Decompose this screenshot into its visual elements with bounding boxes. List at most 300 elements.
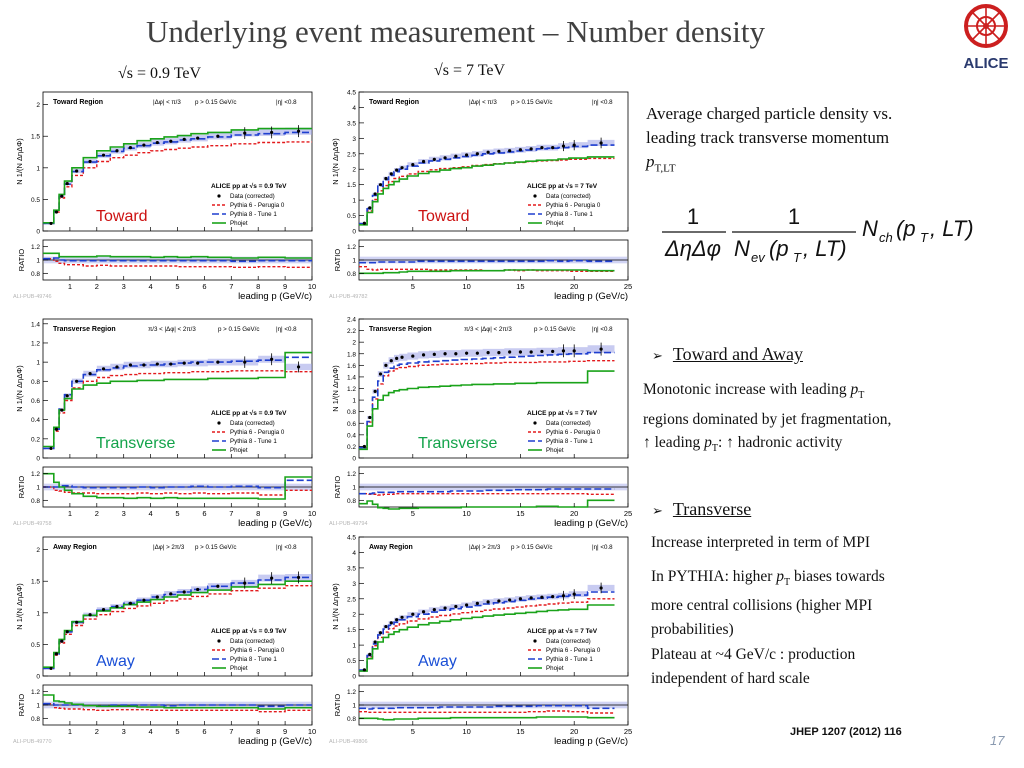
chart-svg — [10, 315, 315, 527]
cut-label: |Δφ| > 2π/3 — [153, 544, 185, 551]
data-point — [476, 352, 479, 355]
bullet2-line: independent of hard scale — [651, 669, 810, 687]
description-line: Average charged particle density vs. — [646, 104, 893, 123]
text-run: In PYTHIA: higher — [651, 567, 777, 585]
y-tick-label: 0.8 — [346, 409, 356, 417]
chart-away-0p9tev — [10, 533, 315, 745]
y-tick-label: 1 — [352, 197, 356, 205]
x-tick-label: 20 — [570, 727, 579, 736]
chart-transverse-7tev — [326, 315, 631, 527]
cut-label: |Δφ| < π/3 — [469, 99, 497, 106]
legend-title: ALICE pp at √s = 0.9 TeV — [211, 410, 287, 417]
x-tick-label: 5 — [410, 727, 415, 736]
chart-svg — [326, 533, 631, 745]
data-point — [573, 144, 576, 147]
data-point — [183, 590, 186, 593]
chart-svg — [326, 88, 631, 300]
data-point — [156, 362, 159, 365]
ratio-tick-label: 1 — [352, 702, 356, 710]
legend-marker — [217, 639, 220, 642]
region-header: Away Region — [369, 544, 413, 551]
x-tick-label: 5 — [410, 282, 415, 291]
y-tick-label: 1 — [36, 610, 40, 618]
y-tick-label: 0.6 — [30, 397, 40, 405]
data-point — [390, 359, 393, 362]
ratio-tick-label: 1.2 — [30, 471, 40, 479]
region-annotation: Toward — [418, 208, 470, 225]
y-tick-label: 0.5 — [30, 196, 40, 204]
cut-label: |Δφ| < π/3 — [153, 99, 181, 106]
data-point — [454, 605, 457, 608]
ratio-tick-label: 1 — [36, 702, 40, 710]
data-point — [142, 363, 145, 366]
x-tick-label: 8 — [256, 509, 261, 518]
data-point — [487, 151, 490, 154]
y-tick-label: 2 — [36, 547, 40, 555]
region-header: Toward Region — [369, 99, 420, 106]
legend-marker — [533, 639, 536, 642]
y-tick-label: 0.2 — [346, 443, 356, 451]
data-point — [66, 182, 69, 185]
legend-entry: Data (corrected) — [546, 420, 591, 427]
y-tick-label: 3.5 — [346, 565, 356, 573]
data-point — [476, 152, 479, 155]
data-point — [55, 652, 58, 655]
chart-transverse-0p9tev — [10, 315, 315, 527]
formula-f-close: , LT) — [930, 216, 974, 241]
data-point — [411, 354, 414, 357]
x-tick-label: 25 — [623, 509, 633, 518]
data-point — [540, 146, 543, 149]
data-point — [530, 596, 533, 599]
data-point — [384, 625, 387, 628]
data-point — [573, 349, 576, 352]
cut-label: p > 0.15 GeV/c — [511, 544, 553, 551]
data-point — [497, 351, 500, 354]
ratio-tick-label: 1.2 — [30, 689, 40, 697]
y-tick-label: 2.2 — [346, 328, 356, 336]
x-tick-label: 25 — [623, 282, 633, 291]
y-tick-label: 1.4 — [346, 374, 356, 382]
x-tick-label: 1 — [67, 282, 72, 291]
x-axis-label: leading p (GeV/c) — [238, 291, 312, 302]
x-tick-label: 7 — [229, 282, 234, 291]
x-tick-label: 10 — [462, 509, 471, 518]
data-point — [443, 156, 446, 159]
data-point — [129, 363, 132, 366]
y-tick-label: 4 — [352, 549, 356, 557]
legend-title: ALICE pp at √s = 7 TeV — [527, 628, 598, 635]
chart-svg — [326, 315, 631, 527]
bullet1-line — [643, 431, 1018, 461]
data-point — [129, 602, 132, 605]
watermark: ALI-PUB-49770 — [13, 739, 52, 745]
bullet-toward-away — [652, 344, 803, 365]
formula-den2-sub2: T — [793, 250, 801, 265]
formula-f-open: (p — [896, 216, 916, 241]
data-point — [422, 160, 425, 163]
data-point — [142, 143, 145, 146]
chart-toward-7tev — [326, 88, 631, 300]
x-tick-label: 5 — [175, 509, 180, 518]
x-tick-label: 10 — [307, 509, 317, 518]
data-point — [88, 372, 91, 375]
text-run: T — [784, 576, 791, 588]
data-point — [395, 618, 398, 621]
data-point — [156, 141, 159, 144]
y-tick-label: 0.4 — [30, 417, 40, 425]
ratio-tick-label: 1.2 — [30, 244, 40, 252]
y-axis-label: N 1/(N ΔηΔΦ) — [15, 138, 24, 185]
y-tick-label: 1.5 — [346, 627, 356, 635]
data-point — [88, 613, 91, 616]
legend-entry: Pythia 8 - Tune 1 — [230, 211, 277, 218]
x-tick-label: 9 — [283, 282, 288, 291]
ratio-axis-label: RATIO — [17, 693, 26, 717]
data-point — [400, 356, 403, 359]
x-tick-label: 7 — [229, 509, 234, 518]
cut-label: |η| <0.8 — [276, 99, 297, 106]
y-tick-label: 1.5 — [30, 133, 40, 141]
data-point — [49, 447, 52, 450]
y-tick-label: 2 — [36, 102, 40, 110]
formula-den2-open: (p — [769, 236, 789, 261]
bullet-transverse — [652, 499, 751, 520]
data-point — [55, 428, 58, 431]
data-point — [270, 358, 273, 361]
data-point — [60, 195, 63, 198]
x-tick-label: 10 — [307, 282, 317, 291]
data-point — [551, 595, 554, 598]
x-tick-label: 15 — [516, 727, 525, 736]
ratio-tick-label: 0.8 — [30, 270, 40, 278]
y-tick-label: 1 — [352, 397, 356, 405]
y-tick-label: 4.5 — [346, 534, 356, 542]
ratio-tick-label: 1 — [36, 257, 40, 265]
ratio-axis-label: RATIO — [333, 693, 342, 717]
x-axis-label: leading p (GeV/c) — [554, 736, 628, 747]
data-point — [508, 598, 511, 601]
x-tick-label: 10 — [307, 727, 317, 736]
y-tick-label: 0.8 — [30, 378, 40, 386]
region-annotation: Away — [418, 653, 457, 670]
formula-f-sub2: T — [920, 230, 928, 245]
x-tick-label: 8 — [256, 282, 261, 291]
legend-entry: Pythia 6 - Perugia 0 — [546, 429, 601, 436]
y-tick-label: 0 — [352, 673, 356, 681]
legend-marker — [217, 421, 220, 424]
x-tick-label: 25 — [623, 727, 633, 736]
y-tick-label: 1 — [36, 165, 40, 173]
x-tick-label: 1 — [67, 509, 72, 518]
data-point — [368, 653, 371, 656]
bullet2-line: probabilities) — [651, 620, 734, 638]
text-run: ↑ leading — [643, 434, 705, 452]
x-tick-label: 9 — [283, 509, 288, 518]
legend-entry: Pythia 6 - Perugia 0 — [230, 202, 285, 209]
data-point — [270, 576, 273, 579]
bullet-label: Toward and Away — [672, 344, 803, 364]
bullet2-line: Plateau at ~4 GeV/c : production — [651, 646, 856, 664]
data-point — [368, 416, 371, 419]
data-point — [497, 150, 500, 153]
data-point — [487, 351, 490, 354]
data-point — [60, 408, 63, 411]
formula-num1: 1 — [686, 204, 700, 229]
legend-entry: Pythia 6 - Perugia 0 — [546, 647, 601, 654]
description — [646, 102, 1016, 180]
region-annotation: Toward — [96, 208, 148, 225]
y-tick-label: 2.5 — [346, 596, 356, 604]
legend-entry: Phojet — [546, 220, 564, 227]
data-point — [243, 361, 246, 364]
x-tick-label: 10 — [462, 282, 471, 291]
text-run: : ↑ hadronic activity — [717, 434, 843, 452]
data-point — [400, 616, 403, 619]
text-run: T — [858, 390, 865, 402]
formula-f-n: N — [862, 216, 878, 241]
data-point — [411, 163, 414, 166]
data-point — [297, 130, 300, 133]
legend-entry: Phojet — [230, 665, 248, 672]
y-axis-label: N 1/(N ΔηΔΦ) — [331, 583, 340, 630]
y-tick-label: 0.2 — [30, 436, 40, 444]
energy-label-left: √s = 0.9 TeV — [118, 65, 202, 82]
data-point — [390, 172, 393, 175]
data-point — [540, 596, 543, 599]
legend-title: ALICE pp at √s = 0.9 TeV — [211, 628, 287, 635]
x-tick-label: 3 — [121, 727, 126, 736]
legend-entry: Pythia 6 - Perugia 0 — [546, 202, 601, 209]
y-tick-label: 3 — [352, 135, 356, 143]
bullet2-text — [651, 531, 1016, 690]
ratio-tick-label: 1.2 — [346, 244, 356, 252]
ratio-tick-label: 1.2 — [346, 471, 356, 479]
legend-entry: Phojet — [546, 665, 564, 672]
formula — [658, 196, 998, 266]
ratio-tick-label: 0.8 — [346, 715, 356, 723]
ratio-tick-label: 0.8 — [30, 715, 40, 723]
y-tick-label: 0.5 — [346, 658, 356, 666]
watermark: ALI-PUB-49794 — [329, 521, 368, 527]
data-point — [530, 147, 533, 150]
data-point — [66, 394, 69, 397]
description-p: p — [646, 152, 655, 171]
y-tick-label: 0 — [352, 228, 356, 236]
legend-title: ALICE pp at √s = 7 TeV — [527, 410, 598, 417]
data-point — [519, 350, 522, 353]
formula-den2-close: , LT) — [803, 236, 847, 261]
data-point — [374, 390, 377, 393]
y-tick-label: 2 — [352, 611, 356, 619]
legend-entry: Data (corrected) — [230, 193, 275, 200]
cut-label: p > 0.15 GeV/c — [511, 99, 553, 106]
watermark: ALI-PUB-49746 — [13, 294, 52, 300]
ratio-tick-label: 0.8 — [346, 497, 356, 505]
y-tick-label: 1.4 — [30, 321, 40, 329]
legend-entry: Data (corrected) — [230, 638, 275, 645]
data-point — [169, 362, 172, 365]
y-tick-label: 2.5 — [346, 151, 356, 159]
data-point — [270, 131, 273, 134]
arrowhead-bullet-icon: ➢ — [652, 504, 663, 519]
data-point — [183, 138, 186, 141]
y-tick-label: 1.5 — [346, 182, 356, 190]
data-point — [600, 141, 603, 144]
data-point — [379, 183, 382, 186]
ratio-tick-label: 1 — [352, 484, 356, 492]
bullet1-line: regions dominated by jet fragmentation, — [643, 410, 892, 428]
y-tick-label: 1.2 — [346, 386, 356, 393]
cut-label: |Δφ| > 2π/3 — [469, 544, 501, 551]
legend-entry: Pythia 8 - Tune 1 — [546, 438, 593, 445]
data-point — [422, 610, 425, 613]
data-point — [368, 206, 371, 209]
x-axis-label: leading p (GeV/c) — [554, 518, 628, 529]
data-point — [390, 621, 393, 624]
region-header: Toward Region — [53, 99, 104, 106]
data-point — [519, 597, 522, 600]
data-point — [75, 169, 78, 172]
region-annotation: Transverse — [96, 435, 176, 452]
y-axis-label: N 1/(N ΔηΔΦ) — [331, 365, 340, 412]
x-tick-label: 2 — [94, 509, 99, 518]
slide-title: Underlying event measurement – Number density — [146, 14, 765, 49]
data-point — [551, 146, 554, 149]
data-point — [196, 137, 199, 140]
chart-svg — [10, 88, 315, 300]
data-point — [216, 135, 219, 138]
data-point — [433, 158, 436, 161]
ratio-tick-label: 1 — [352, 257, 356, 265]
x-tick-label: 4 — [148, 727, 153, 736]
data-point — [454, 352, 457, 355]
logo-text: ALICE — [963, 55, 1009, 72]
y-tick-label: 1 — [352, 642, 356, 650]
x-tick-label: 6 — [202, 282, 207, 291]
data-point — [196, 588, 199, 591]
chart-svg — [10, 533, 315, 745]
bullet2-line — [651, 565, 1016, 595]
x-tick-label: 20 — [570, 509, 579, 518]
data-point — [75, 621, 78, 624]
data-point — [115, 605, 118, 608]
bullet2-line: more central collisions (higher MPI — [651, 597, 873, 615]
ratio-tick-label: 0.8 — [30, 497, 40, 505]
legend-entry: Data (corrected) — [546, 193, 591, 200]
data-point — [562, 144, 565, 147]
data-point — [400, 166, 403, 169]
region-annotation: Away — [96, 653, 135, 670]
data-point — [443, 606, 446, 609]
page-number: 17 — [990, 733, 1005, 748]
text-run: Monotonic increase with leading — [643, 381, 851, 398]
x-tick-label: 5 — [175, 282, 180, 291]
ratio-axis-label: RATIO — [17, 475, 26, 499]
x-axis-label: leading p (GeV/c) — [554, 291, 628, 302]
x-tick-label: 15 — [516, 282, 525, 291]
formula-den2-sub: ev — [751, 250, 765, 265]
region-header: Transverse Region — [53, 326, 116, 333]
data-point — [156, 595, 159, 598]
formula-den2-n: N — [734, 236, 750, 261]
watermark: ALI-PUB-49806 — [329, 739, 368, 745]
x-tick-label: 1 — [67, 727, 72, 736]
data-point — [497, 599, 500, 602]
data-point — [508, 350, 511, 353]
description-line — [646, 150, 1016, 180]
data-point — [384, 177, 387, 180]
watermark: ALI-PUB-49758 — [13, 521, 52, 527]
text-run: p — [776, 567, 785, 585]
data-point — [422, 353, 425, 356]
legend-entry: Pythia 8 - Tune 1 — [546, 656, 593, 663]
data-point — [169, 592, 172, 595]
y-tick-label: 0 — [36, 673, 40, 681]
x-tick-label: 5 — [175, 727, 180, 736]
x-tick-label: 6 — [202, 509, 207, 518]
x-tick-label: 2 — [94, 727, 99, 736]
description-line: leading track transverse momentum — [646, 128, 890, 147]
data-point — [379, 631, 382, 634]
legend-marker — [217, 194, 220, 197]
data-point — [562, 349, 565, 352]
y-tick-label: 1.6 — [346, 362, 356, 370]
data-point — [465, 603, 468, 606]
x-tick-label: 4 — [148, 282, 153, 291]
data-point — [363, 668, 366, 671]
data-point — [476, 602, 479, 605]
data-point — [573, 593, 576, 596]
y-tick-label: 1.2 — [30, 340, 40, 348]
text-run: p — [704, 434, 712, 452]
data-point — [562, 594, 565, 597]
data-point — [433, 353, 436, 356]
data-point — [379, 372, 382, 375]
data-point — [540, 350, 543, 353]
data-point — [216, 585, 219, 588]
data-point — [129, 146, 132, 149]
ratio-tick-label: 1 — [36, 484, 40, 492]
data-point — [49, 222, 52, 225]
text-run: biases towards — [790, 567, 885, 585]
y-tick-label: 1.5 — [30, 578, 40, 586]
cut-label: p > 0.15 GeV/c — [195, 544, 237, 551]
legend-entry: Pythia 6 - Perugia 0 — [230, 647, 285, 654]
ratio-tick-label: 1.2 — [346, 689, 356, 697]
data-point — [102, 367, 105, 370]
data-point — [454, 155, 457, 158]
x-tick-label: 7 — [229, 727, 234, 736]
cut-label: |η| <0.8 — [276, 326, 297, 333]
cut-label: p > 0.15 GeV/c — [534, 326, 576, 333]
y-tick-label: 0 — [36, 455, 40, 463]
x-tick-label: 2 — [94, 282, 99, 291]
legend-title: ALICE pp at √s = 0.9 TeV — [211, 183, 287, 190]
chart-toward-0p9tev — [10, 88, 315, 300]
text-run: p — [850, 381, 859, 398]
data-point — [66, 630, 69, 633]
x-tick-label: 6 — [202, 727, 207, 736]
legend-entry: Phojet — [230, 220, 248, 227]
bullet-label: Transverse — [672, 499, 752, 519]
data-point — [465, 352, 468, 355]
data-point — [243, 131, 246, 134]
reference: JHEP 1207 (2012) 116 — [790, 726, 902, 738]
data-point — [600, 586, 603, 589]
x-axis-label: leading p (GeV/c) — [238, 736, 312, 747]
text-run: T — [711, 443, 718, 455]
